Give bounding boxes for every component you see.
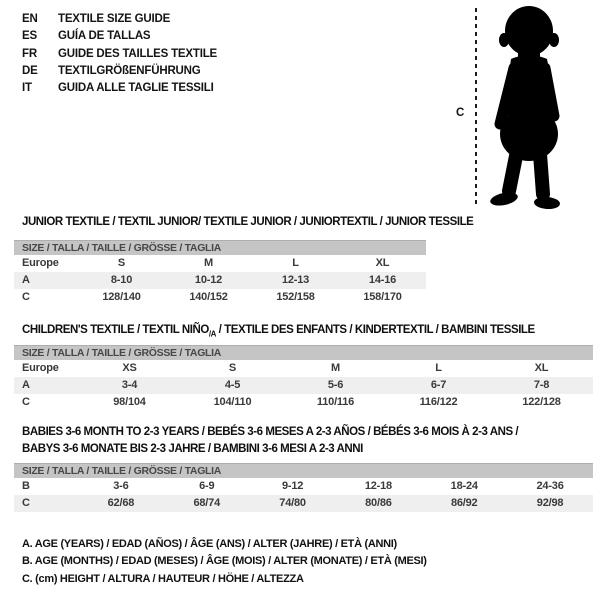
footnote-line: B. AGE (MONTHS) / EDAD (MESES) / ÂGE (MOIS) / ALTER (MONATE) / ETÀ (MESI) (22, 555, 427, 568)
table-title-text: CHILDREN'S TEXTILE / TEXTIL NIÑO (22, 324, 209, 336)
language-label: TEXTILE SIZE GUIDE (58, 13, 171, 25)
language-label: TEXTILGRÖßENFÜHRUNG (58, 64, 201, 77)
table-cell: 24-36 (536, 480, 564, 492)
table-cell: 10-12 (194, 274, 223, 286)
table-size-header: SIZE / TALLA / TAILLE / GRÖSSE / TAGLIA (14, 240, 426, 255)
table-cell: 158/170 (363, 291, 402, 303)
table-cell: 5-6 (327, 379, 344, 391)
language-label: GUIDA ALLE TAGLIE TESSILI (58, 82, 214, 95)
table-row (14, 495, 593, 512)
table-cell: 62/68 (107, 497, 135, 509)
table-cell: 74/80 (279, 497, 306, 509)
row-label-cell: Europe (22, 362, 59, 374)
language-label: GUIDE DES TAILLES TEXTILE (58, 47, 217, 60)
footnote-line: C. (cm) HEIGHT / ALTURA / HAUTEUR / HÖHE / ALTEZZA (22, 572, 304, 585)
table-cell: 3-6 (113, 480, 129, 492)
table-cell: 12-18 (364, 480, 392, 492)
table-row (14, 289, 426, 306)
table-cell: 104/110 (213, 396, 252, 408)
table-title-line (22, 441, 518, 458)
table-row (14, 255, 426, 272)
table-title-junior (22, 214, 473, 231)
row-label-cell: Europe (22, 257, 59, 269)
table-title-babies (22, 424, 518, 458)
table-cell: 152/158 (276, 291, 315, 303)
language-code: DE (22, 64, 38, 77)
height-measure-label: C (456, 107, 465, 119)
table-size-header: SIZE / TALLA / TAILLE / GRÖSSE / TAGLIA (14, 463, 593, 478)
table-title-text: BABIES 3-6 MONTH TO 2-3 YEARS / BEBÉS 3-6 MESES A 2-3 AÑOS / BÉBÉS 3-6 MOIS À 2-3 ANS / (22, 426, 519, 438)
row-label-cell: C (22, 291, 30, 303)
language-row (22, 11, 217, 28)
table-cell: 18-24 (450, 480, 478, 492)
table-cell: M (204, 257, 213, 269)
table-cell: 3-4 (121, 379, 138, 391)
table-cell: 9-12 (281, 480, 304, 492)
row-label-cell: A (22, 274, 30, 286)
table-cell: 8-10 (110, 274, 133, 286)
language-row (22, 28, 217, 45)
table-row (14, 360, 593, 377)
table-cell: M (331, 362, 340, 374)
table-cell: 98/104 (113, 396, 146, 408)
language-label: GUÍA DE TALLAS (58, 30, 151, 43)
table-cell: 80/86 (365, 497, 392, 509)
toddler-silhouette-icon (478, 4, 574, 209)
table-row (14, 272, 426, 289)
language-list (22, 11, 217, 97)
language-row (22, 80, 217, 97)
language-row (22, 63, 217, 80)
language-code: EN (22, 13, 38, 25)
table-cell: XL (534, 362, 549, 374)
table-title-children (22, 322, 535, 342)
footnote-line: A. AGE (YEARS) / EDAD (AÑOS) / ÂGE (ANS) / ALTER (JAHRE) / ETÀ (ANNI) (22, 538, 397, 550)
table-row (14, 478, 593, 495)
table-cell: S (228, 362, 237, 374)
table-cell: 86/92 (450, 497, 478, 509)
language-code: ES (22, 30, 37, 43)
table-cell: 110/116 (316, 396, 355, 408)
language-code: FR (22, 47, 37, 60)
height-measure-line (475, 8, 477, 206)
row-label-cell: C (22, 497, 30, 509)
table-row (14, 394, 593, 411)
language-code: IT (22, 82, 32, 95)
size-table-babies (14, 463, 593, 512)
table-title-text: /A (208, 329, 216, 339)
language-row (22, 46, 217, 63)
table-cell: L (292, 257, 299, 269)
table-title-text: JUNIOR TEXTILE / TEXTIL JUNIOR/ TEXTILE JUNIOR / JUNIORTEXTIL / JUNIOR TESSILE (22, 216, 474, 228)
table-cell: 140/152 (189, 291, 228, 303)
table-title-text: / TEXTILE DES ENFANTS / KINDERTEXTIL / BAMBINI TESSILE (215, 324, 535, 336)
table-cell: 6-7 (430, 379, 447, 391)
table-cell: 92/98 (536, 497, 564, 509)
table-cell: L (435, 362, 442, 374)
table-cell: 6-9 (199, 480, 215, 492)
table-size-header: SIZE / TALLA / TAILLE / GRÖSSE / TAGLIA (14, 345, 593, 360)
table-title-line (22, 214, 473, 231)
table-cell: 128/140 (102, 291, 141, 303)
table-title-line (22, 424, 518, 441)
table-cell: 122/128 (522, 396, 561, 408)
footnotes (22, 536, 427, 588)
table-cell: 116/122 (419, 396, 458, 408)
table-cell: 68/74 (193, 497, 220, 509)
row-label-cell: A (22, 379, 30, 391)
table-title-text: BABYS 3-6 MONATE BIS 2-3 JAHRE / BAMBINI 3-6 MESI A 2-3 ANNI (22, 443, 363, 455)
size-table-children (14, 345, 593, 411)
table-cell: XS (122, 362, 137, 374)
table-cell: XL (375, 257, 390, 269)
table-title-line (22, 322, 535, 342)
table-cell: 14-16 (368, 274, 397, 286)
table-cell: 7-8 (533, 379, 550, 391)
table-cell: S (117, 257, 126, 269)
row-label-cell: C (22, 396, 30, 408)
table-cell: 12-13 (281, 274, 310, 286)
table-row (14, 377, 593, 394)
size-table-junior (14, 240, 426, 306)
row-label-cell: B (22, 480, 30, 492)
table-cell: 4-5 (224, 379, 241, 391)
